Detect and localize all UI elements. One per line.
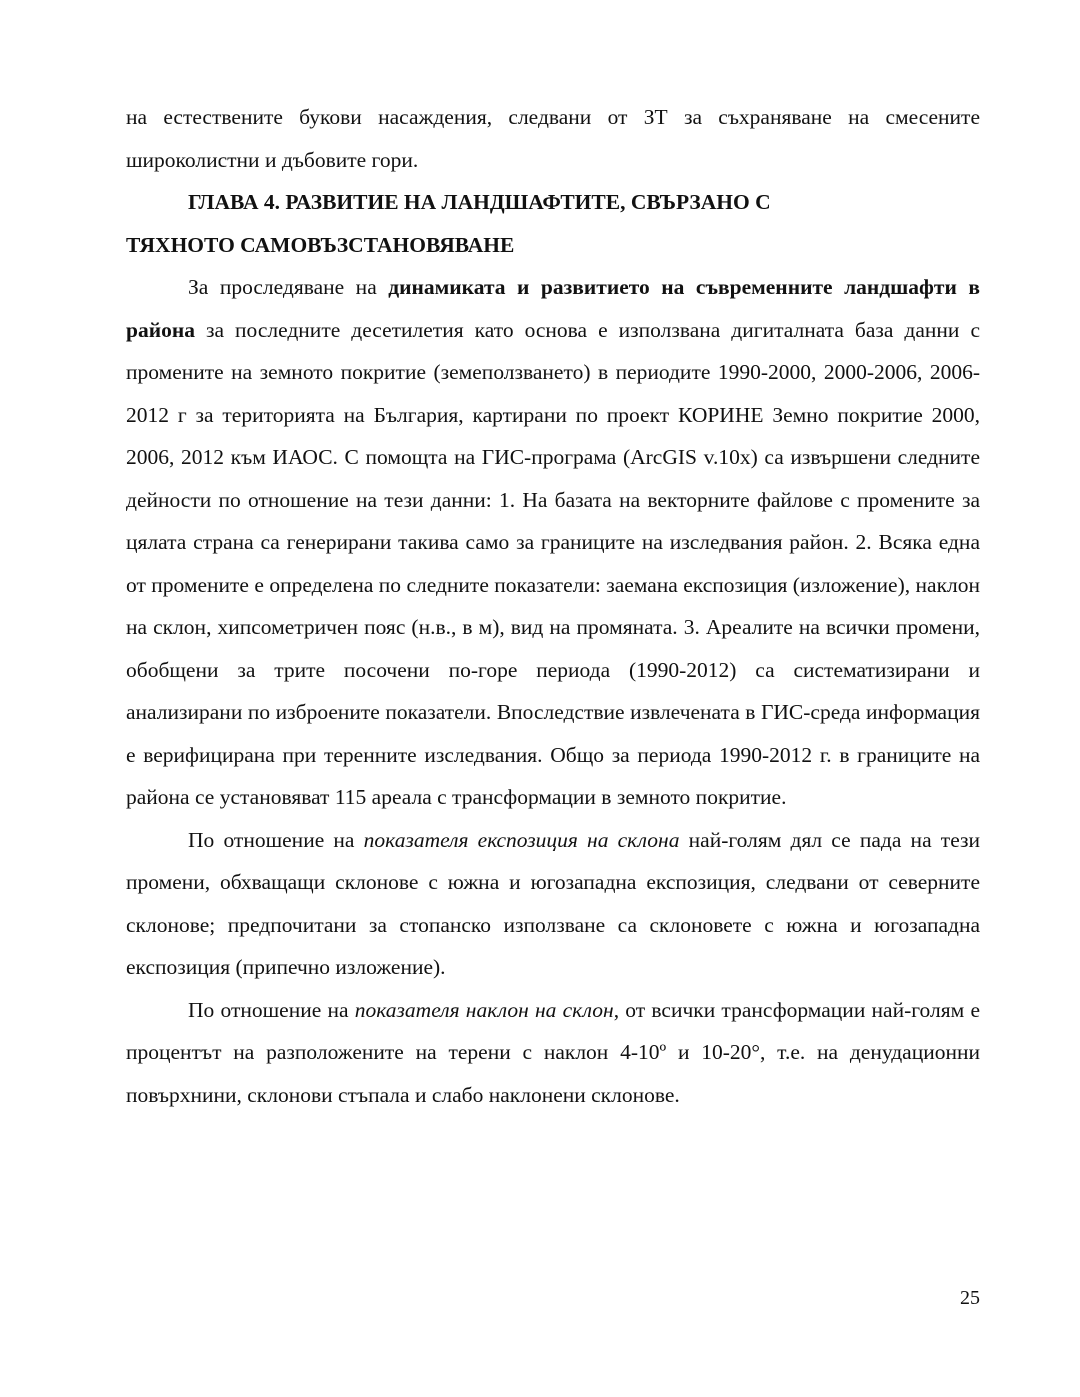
slope-body: , от всички трансформации най-голям е процентът на разположените на терени с наклон 4-10º и 10-20°, т.е. на денудационни повърхнини, склонови стъпала и слабо наклонени склонове. <box>126 997 980 1107</box>
slope-italic-phrase: показателя наклон на склон <box>354 997 614 1022</box>
slope-intro: По отношение на <box>188 997 355 1022</box>
methodology-bold-phrase: динамиката и развитието на съвременните ландшафти в района <box>126 275 980 342</box>
chapter-heading-line-1: ГЛАВА 4. РАЗВИТИЕ НА ЛАНДШАФТИТЕ, СВЪРЗАНО С <box>188 190 771 214</box>
paragraph-continuation: на естествените букови насаждения, следвани от ЗТ за съхраняване на смесените широколистни и дъбовите гори. <box>126 105 980 172</box>
paragraph-exposure <box>126 819 980 989</box>
exposure-intro: По отношение на <box>188 827 364 852</box>
exposure-body: най-голям дял се пада на тези промени, обхващащи склонове с южна и югозападна експозиция, следвани от северните склонове; предпочитани за стопанско използване са склоновете с южна и югозападна експозиция (припечно изложение). <box>126 827 980 979</box>
exposure-italic-phrase: показателя експозиция на склона <box>363 827 680 852</box>
paragraph-slope <box>126 989 980 1117</box>
methodology-body: за последните десетилетия като основа е използвана дигиталната база данни с промените на земното покритие (земеползването) в периодите 1990-2000, 2000-2006, 2006-2012 г за територията на България, картирани по проект КОРИНЕ Земно покритие 2000, 2006, 2012 към ИАОС. С помощта на ГИС-програма (ArcGIS v.10x) са извършени следните дейности по отношение на тези данни: 1. На базата на векторните файлове с промените за цялата страна са генерирани такива само за границите на изследвания район. 2. Всяка една от промените е определена по следните показатели: заемана експозиция (изложение), наклон на склон, хипсометричен пояс (н.в., в м), вид на промяната. 3. Ареалите на всички промени, обобщени за трите посочени по-горе периода (1990-2012) са систематизирани и анализирани по изброените показатели. Впоследствие извлечената в ГИС-среда информация е верифицирана при теренните изследвания. Общо за периода 1990-2012 г. в границите на района се установяват 115 ареала с трансформации в земното покритие. <box>126 317 980 809</box>
chapter-heading-line-2: ТЯХНОТО САМОВЪЗСТАНОВЯВАНЕ <box>126 232 515 257</box>
methodology-intro: За проследяване на <box>188 275 389 299</box>
document-page <box>126 96 980 1116</box>
chapter-heading <box>126 181 980 266</box>
page-number: 25 <box>960 1287 980 1309</box>
paragraph-methodology <box>126 266 980 819</box>
